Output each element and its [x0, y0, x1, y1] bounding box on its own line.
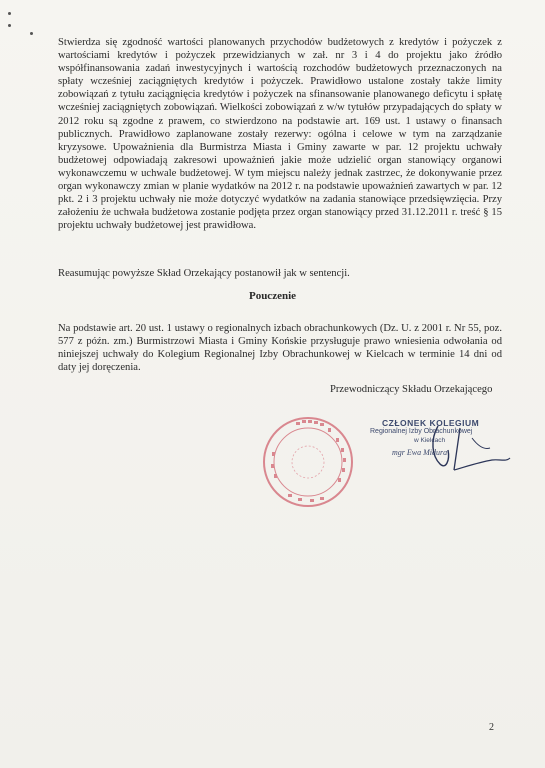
binder-mark: [8, 12, 11, 15]
stamp-line-4: mgr Ewa Midura: [392, 448, 448, 457]
instruction-paragraph: Na podstawie art. 20 ust. 1 ustawy o regionalnych izbach obrachunkowych (Dz. U. z 2001 r. Nr 55, poz. 577 z późn. zm.) Burmistrzowi Miasta i Gminy Końskie przysługuje prawo wniesienia odwołania od niniejszej uchwały do Kolegium Regionalnej Izby Obrachunkowej w Kielcach w terminie 14 dni od daty jej doręczenia.: [58, 323, 502, 374]
stamp-line-3: w Kielcach: [414, 437, 446, 444]
stamp-line-2: Regionalnej Izby Obrachunkowej: [370, 428, 473, 435]
signer-title: Przewodniczący Składu Orzekającego: [330, 384, 493, 395]
page-number: 2: [489, 722, 494, 733]
body-paragraph: Stwierdza się zgodność wartości planowanych przychodów budżetowych z kredytów i pożyczek z wartościami kredytów i pożyczek przewidzianych w zał. nr 3 i 4 do projektu jako źródło współfinansowania zadań inwestycyjnych i wartością rozchodów budżetowych przeznaczonych na spłaty wcześniej zaciągniętych kredytów i pożyczek. Prawidłowo ustalone zostały także limity zobowiązań z tytułu zaciągnięcia kredytów i pożyczek na sfinansowanie planowanego deficytu i spłatę wcześniej zaciągniętych zobowiązań. Wielkości zobowiązań z w/w tytułów przypadających do spłaty w 2012 roku są zgodne z prawem, co stwierdzono na podstawie art. 169 ust. 1 ustawy o finansach publicznych. Prawidłowo zaplanowane zostały rezerwy: ogólna i celowe w tym na zarządzanie kryzysowe. Upoważnienia dla Burmistrza Miasta i Gminy zawarte w par. 12 projektu uchwały budżetowej odpowiadają zakresowi upoważnień jakie może udzielić organ stanowiący organowi wykonawczemu w uchwale budżetowej. W tym miejscu należy jednak zastrzec, że dokonywanie przez organ wykonawczy zmian w planie wydatków na 2012 r. na podstawie upoważnień zawartych w par. 12 pkt. 2 i 3 projektu uchwały nie może dotyczyć wydatków na zadania stanowiące przedsięwzięcia. Przy założeniu że uchwała budżetowa zostanie podjęta przez organ stanowiący przed 31.12.2011 r. treść § 15 projektu uchwały budżetowej jest prawidłowa.: [58, 37, 502, 232]
closing-sentence: Reasumując powyższe Skład Orzekający postanowił jak w sentencji.: [58, 268, 350, 279]
round-seal-icon: [258, 412, 358, 512]
binder-mark: [30, 32, 33, 35]
binder-mark: [8, 24, 11, 27]
handwritten-signature-icon: [420, 420, 520, 480]
section-heading: Pouczenie: [248, 290, 297, 302]
stamp-line-1: CZŁONEK KOLEGIUM: [382, 418, 480, 428]
